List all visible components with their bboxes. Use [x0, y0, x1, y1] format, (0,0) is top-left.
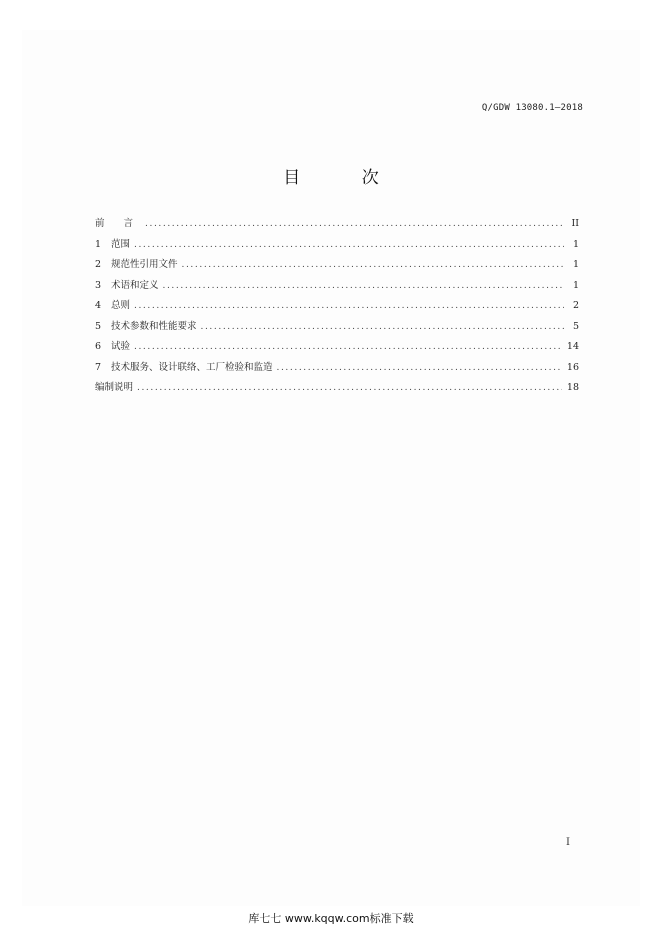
- toc-entry-label: 术语和定义: [111, 279, 159, 291]
- toc-entry-label: 编制说明: [95, 382, 134, 393]
- toc-entry-technical-parameters[interactable]: [95, 318, 579, 339]
- table-of-contents: [95, 215, 579, 400]
- toc-entry-label: 规范性引用文件: [111, 259, 178, 270]
- toc-entry-number: 4: [95, 300, 102, 311]
- toc-entry-page: 1: [572, 259, 579, 270]
- document-page: [22, 30, 640, 906]
- document-number: Q/GDW 13080.1—2018: [481, 103, 583, 113]
- page-number: I: [566, 837, 570, 848]
- toc-entry-scope[interactable]: [95, 236, 579, 257]
- toc-dot-leader: [182, 260, 564, 270]
- toc-entry-number: 7: [95, 361, 102, 373]
- toc-entry-technical-services[interactable]: [95, 359, 579, 380]
- toc-dot-leader: [277, 363, 562, 373]
- toc-entry-number: 5: [95, 320, 102, 332]
- toc-entry-terms-definitions[interactable]: [95, 277, 579, 298]
- toc-entry-compilation-notes[interactable]: [95, 379, 579, 400]
- toc-dot-leader: [134, 240, 564, 250]
- toc-entry-label: 试验: [111, 341, 131, 352]
- toc-entry-number: 1: [95, 238, 102, 250]
- toc-dot-leader: [134, 301, 564, 311]
- toc-dot-leader: [134, 342, 562, 352]
- toc-entry-label: 技术服务、设计联络、工厂检验和监造: [111, 361, 273, 373]
- toc-entry-number: 2: [95, 259, 102, 270]
- toc-entry-label: 范围: [111, 238, 131, 250]
- toc-entry-page: 16: [566, 361, 579, 373]
- toc-entry-label: 技术参数和性能要求: [111, 320, 197, 332]
- toc-entry-page: 1: [572, 238, 579, 250]
- toc-entry-page: 2: [572, 300, 579, 311]
- site-watermark: 库七七 www.kqqw.com标准下载: [248, 912, 414, 925]
- page-title: 目 次: [283, 168, 407, 188]
- toc-entry-number: 3: [95, 279, 102, 291]
- toc-entry-page: 14: [566, 341, 579, 352]
- toc-entry-general[interactable]: [95, 297, 579, 318]
- toc-entry-page: II: [571, 218, 579, 229]
- toc-dot-leader: [201, 322, 564, 332]
- toc-dot-leader: [137, 383, 562, 393]
- toc-entry-page: 1: [572, 279, 579, 291]
- toc-dot-leader: [145, 219, 564, 229]
- toc-entry-label: 前 言: [95, 218, 142, 229]
- toc-entry-normative-references[interactable]: [95, 256, 579, 277]
- toc-entry-tests[interactable]: [95, 338, 579, 359]
- toc-dot-leader: [163, 281, 564, 291]
- toc-entry-foreword[interactable]: [95, 215, 579, 236]
- toc-entry-page: 18: [566, 382, 579, 393]
- toc-entry-page: 5: [572, 320, 579, 332]
- toc-entry-label: 总则: [111, 300, 131, 311]
- toc-entry-number: 6: [95, 341, 102, 352]
